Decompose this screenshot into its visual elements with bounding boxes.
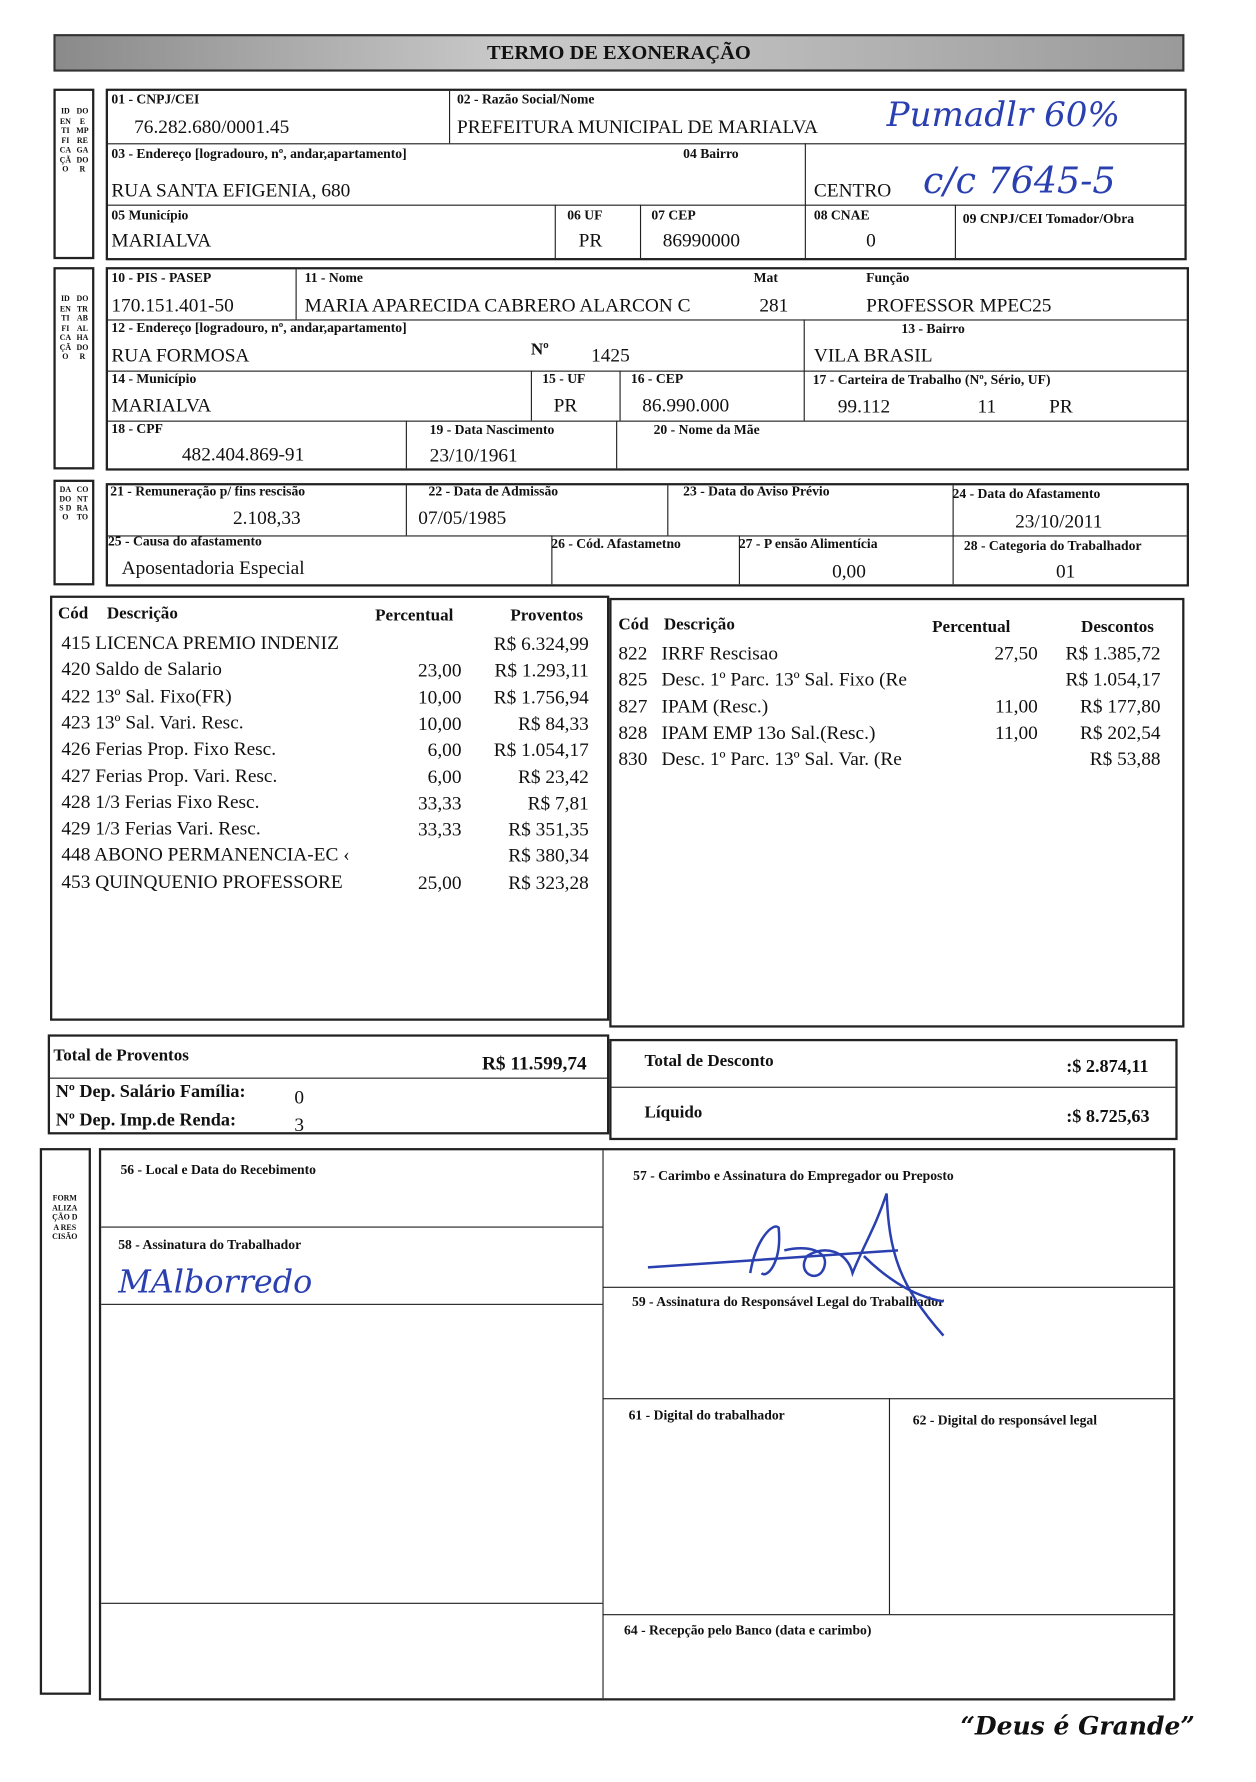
nascimento-value: 23/10/1961 bbox=[429, 444, 518, 467]
provento-valor: R$ 6.324,99 bbox=[493, 633, 589, 655]
desconto-description: IPAM EMP 13o Sal.(Resc.) bbox=[661, 721, 876, 744]
pensao-label: 27 - P ensão Alimentícia bbox=[738, 535, 878, 552]
liquido-value: :$ 8.725,63 bbox=[1066, 1107, 1150, 1127]
employer-signature bbox=[637, 1182, 978, 1341]
field-57-label: 57 - Carimbo e Assinatura do Empregador ou Preposto bbox=[633, 1167, 954, 1184]
remuneracao-value: 2.108,33 bbox=[233, 506, 301, 529]
cep-value: 86.990.000 bbox=[642, 394, 730, 417]
desconto-valor: R$ 1.054,17 bbox=[1065, 668, 1161, 691]
nome-mae-label: 20 - Nome da Mãe bbox=[653, 421, 760, 438]
afastamento-label: 24 - Data do Afastamento bbox=[952, 485, 1101, 502]
cod-afastamento-label: 26 - Cód. Afastametno bbox=[551, 535, 681, 552]
totals-left bbox=[48, 1034, 610, 1134]
provento-valor: R$ 7,81 bbox=[527, 792, 589, 814]
worker-section bbox=[106, 267, 1189, 470]
desconto-percentual: 11,00 bbox=[995, 695, 1038, 717]
header-descricao: Descrição bbox=[663, 616, 735, 635]
field-61-label: 61 - Digital do trabalhador bbox=[628, 1407, 785, 1424]
endereco-label: 12 - Endereço [logradouro, nº, andar,apartamento] bbox=[111, 319, 407, 336]
provento-valor: R$ 380,34 bbox=[508, 845, 589, 867]
total-proventos-value: R$ 11.599,74 bbox=[481, 1052, 587, 1075]
header-cod: Cód bbox=[618, 616, 649, 635]
cpf-value: 482.404.869-91 bbox=[181, 443, 305, 465]
contract-section bbox=[106, 483, 1189, 586]
nascimento-label: 19 - Data Nascimento bbox=[429, 421, 555, 438]
dep-imp-renda-value: 3 bbox=[294, 1113, 305, 1136]
ctps-label: 17 - Carteira de Trabalho (Nº, Sério, UF) bbox=[812, 371, 1051, 388]
aviso-previo-label: 23 - Data do Aviso Prévio bbox=[683, 483, 830, 500]
desconto-description: Desc. 1º Parc. 13º Sal. Var. (Re bbox=[661, 748, 902, 770]
side-label-formalizacao: FORMALIZAÇÃO DA RESCISÃO bbox=[52, 1193, 78, 1242]
field-64-label: 64 - Recepção pelo Banco (data e carimbo) bbox=[624, 1622, 872, 1638]
handwritten-note-1: Pumadlr 60% bbox=[886, 95, 1120, 136]
mat-value: 281 bbox=[759, 294, 789, 317]
side-label-contrato: DADOS DO CONTRATO bbox=[59, 485, 89, 522]
side-label-contrato-box bbox=[53, 480, 94, 586]
uf-label: 15 - UF bbox=[542, 370, 586, 387]
desconto-description: Desc. 1º Parc. 13º Sal. Fixo (Re bbox=[661, 668, 908, 691]
pis-label: 10 - PIS - PASEP bbox=[111, 269, 212, 286]
cep-label: 07 CEP bbox=[651, 206, 696, 223]
bairro-label: 04 Bairro bbox=[683, 145, 739, 162]
handwritten-note-2: c/c 7645-5 bbox=[923, 159, 1116, 203]
dep-salario-familia-label: Nº Dep. Salário Família: bbox=[55, 1082, 246, 1102]
desconto-cod: 825 bbox=[618, 668, 648, 691]
endereco-label: 03 - Endereço [logradouro, nº, andar,apartamento] bbox=[111, 145, 407, 162]
bairro-value: CENTRO bbox=[813, 179, 892, 202]
provento-description: 423 13º Sal. Vari. Resc. bbox=[61, 711, 244, 734]
total-desconto-label: Total de Desconto bbox=[644, 1052, 774, 1071]
side-label-empregador-box bbox=[53, 89, 94, 260]
provento-description: 427 Ferias Prop. Vari. Resc. bbox=[61, 764, 278, 787]
proventos-table bbox=[50, 596, 609, 1021]
provento-percentual: 33,33 bbox=[418, 818, 462, 841]
tomador-label: 09 CNPJ/CEI Tomador/Obra bbox=[962, 210, 1135, 227]
total-desconto-value: :$ 2.874,11 bbox=[1066, 1057, 1149, 1077]
provento-percentual: 10,00 bbox=[418, 686, 462, 708]
header-cod: Cód bbox=[57, 604, 89, 623]
causa-value: Aposentadoria Especial bbox=[121, 556, 305, 579]
provento-valor: R$ 1.293,11 bbox=[494, 659, 589, 682]
desconto-percentual: 11,00 bbox=[995, 721, 1038, 744]
numero-label: Nº bbox=[530, 341, 549, 360]
header-proventos: Proventos bbox=[510, 606, 584, 626]
admissao-value: 07/05/1985 bbox=[418, 506, 507, 529]
field-59-label: 59 - Assinatura do Responsável Legal do Trabalhador bbox=[632, 1293, 945, 1310]
dep-imp-renda-label: Nº Dep. Imp.de Renda: bbox=[55, 1110, 237, 1130]
cpf-label: 18 - CPF bbox=[111, 420, 163, 437]
mat-label: Mat bbox=[753, 269, 778, 286]
municipio-value: MARIALVA bbox=[111, 229, 212, 252]
desconto-description: IRRF Rescisao bbox=[661, 642, 779, 664]
pensao-value: 0,00 bbox=[832, 560, 866, 582]
bairro-label: 13 - Bairro bbox=[901, 320, 965, 337]
provento-description: 415 LICENCA PREMIO INDENIZ bbox=[61, 632, 339, 654]
razao-value: PREFEITURA MUNICIPAL DE MARIALVA bbox=[456, 115, 818, 138]
desconto-valor: R$ 177,80 bbox=[1080, 695, 1161, 717]
cep-label: 16 - CEP bbox=[630, 370, 684, 387]
header-descontos: Descontos bbox=[1081, 618, 1154, 637]
provento-valor: R$ 1.756,94 bbox=[493, 686, 589, 708]
provento-valor: R$ 323,28 bbox=[508, 871, 589, 894]
field-58-label: 58 - Assinatura do Trabalhador bbox=[118, 1236, 302, 1253]
categoria-label: 28 - Categoria do Trabalhador bbox=[963, 537, 1142, 554]
uf-value: PR bbox=[578, 229, 603, 252]
provento-valor: R$ 84,33 bbox=[517, 712, 589, 735]
desconto-percentual: 27,50 bbox=[994, 642, 1038, 664]
header-percentual: Percentual bbox=[932, 618, 1011, 637]
uf-value: PR bbox=[553, 394, 578, 417]
total-proventos-label: Total de Proventos bbox=[53, 1046, 189, 1066]
nome-label: 11 - Nome bbox=[304, 269, 363, 286]
header-descricao: Descrição bbox=[106, 604, 178, 623]
ctps-uf: PR bbox=[1049, 395, 1073, 418]
cnpj-label: 01 - CNPJ/CEI bbox=[111, 90, 200, 107]
categoria-value: 01 bbox=[1055, 560, 1076, 582]
municipio-value: MARIALVA bbox=[111, 394, 212, 417]
admissao-label: 22 - Data de Admissão bbox=[428, 483, 559, 500]
side-label-formalizacao-box bbox=[40, 1148, 91, 1695]
field-62-label: 62 - Digital do responsável legal bbox=[912, 1411, 1098, 1428]
descontos-table bbox=[609, 598, 1184, 1028]
bairro-value: VILA BRASIL bbox=[813, 344, 933, 367]
ctps-serie: 11 bbox=[977, 395, 997, 418]
causa-label: 25 - Causa do afastamento bbox=[107, 533, 262, 550]
numero-value: 1425 bbox=[591, 344, 630, 367]
pis-value: 170.151.401-50 bbox=[111, 294, 234, 317]
provento-valor: R$ 1.054,17 bbox=[493, 739, 589, 761]
cep-value: 86990000 bbox=[662, 229, 740, 252]
provento-valor: R$ 23,42 bbox=[517, 765, 589, 788]
cnae-value: 0 bbox=[866, 229, 876, 252]
side-label-empregador: IDENTIFICAÇÃO DO EMPREGADOR bbox=[59, 106, 89, 174]
provento-description: 448 ABONO PERMANENCIA-EC ‹ bbox=[61, 843, 350, 866]
header-percentual: Percentual bbox=[375, 606, 454, 626]
razao-label: 02 - Razão Social/Nome bbox=[456, 90, 595, 107]
municipio-label: 14 - Município bbox=[111, 370, 197, 387]
afastamento-value: 23/10/2011 bbox=[1015, 510, 1103, 532]
totals-right bbox=[609, 1039, 1177, 1140]
provento-percentual: 10,00 bbox=[418, 712, 462, 735]
provento-percentual: 25,00 bbox=[418, 871, 462, 894]
side-label-trabalhador: IDENTIFICAÇÃO DO TRABALHADOR bbox=[59, 294, 89, 362]
liquido-label: Líquido bbox=[644, 1103, 703, 1122]
provento-description: 453 QUINQUENIO PROFESSORE bbox=[61, 870, 343, 892]
desconto-valor: R$ 1.385,72 bbox=[1065, 642, 1161, 664]
footer-motto: “Deus é Grande” bbox=[960, 1711, 1195, 1742]
provento-description: 429 1/3 Ferias Vari. Resc. bbox=[61, 817, 261, 839]
desconto-cod: 822 bbox=[618, 642, 648, 664]
municipio-label: 05 Município bbox=[111, 206, 189, 223]
provento-percentual: 6,00 bbox=[427, 739, 462, 761]
desconto-cod: 830 bbox=[618, 748, 648, 770]
desconto-cod: 828 bbox=[618, 721, 648, 744]
provento-percentual: 6,00 bbox=[427, 765, 462, 788]
funcao-value: PROFESSOR MPEC25 bbox=[866, 294, 1052, 317]
dep-salario-familia-value: 0 bbox=[294, 1086, 305, 1109]
side-label-trabalhador-box bbox=[53, 267, 94, 469]
cnpj-value: 76.282.680/0001.45 bbox=[134, 115, 290, 138]
funcao-label: Função bbox=[866, 269, 910, 286]
provento-description: 428 1/3 Ferias Fixo Resc. bbox=[61, 790, 260, 813]
desconto-cod: 827 bbox=[618, 695, 648, 717]
uf-label: 06 UF bbox=[567, 206, 603, 223]
remuneracao-label: 21 - Remuneração p/ fins rescisão bbox=[110, 483, 306, 500]
desconto-valor: R$ 202,54 bbox=[1080, 721, 1161, 744]
provento-description: 426 Ferias Prop. Fixo Resc. bbox=[61, 737, 277, 760]
cnae-label: 08 CNAE bbox=[813, 206, 870, 223]
document-title: TERMO DE EXONERAÇÃO bbox=[53, 34, 1184, 72]
endereco-value: RUA SANTA EFIGENIA, 680 bbox=[111, 179, 351, 202]
provento-description: 420 Saldo de Salario bbox=[61, 658, 222, 681]
provento-description: 422 13º Sal. Fixo(FR) bbox=[61, 684, 232, 707]
desconto-description: IPAM (Resc.) bbox=[661, 695, 769, 717]
worker-signature: MAlborredo bbox=[118, 1262, 313, 1301]
provento-percentual: 33,33 bbox=[418, 792, 462, 814]
field-56-label: 56 - Local e Data do Recebimento bbox=[120, 1161, 316, 1178]
ctps-number: 99.112 bbox=[837, 395, 891, 418]
endereco-value: RUA FORMOSA bbox=[111, 344, 250, 367]
provento-percentual: 23,00 bbox=[418, 659, 462, 682]
desconto-valor: R$ 53,88 bbox=[1089, 748, 1161, 770]
nome-value: MARIA APARECIDA CABRERO ALARCON C bbox=[304, 294, 691, 317]
provento-valor: R$ 351,35 bbox=[508, 818, 589, 841]
